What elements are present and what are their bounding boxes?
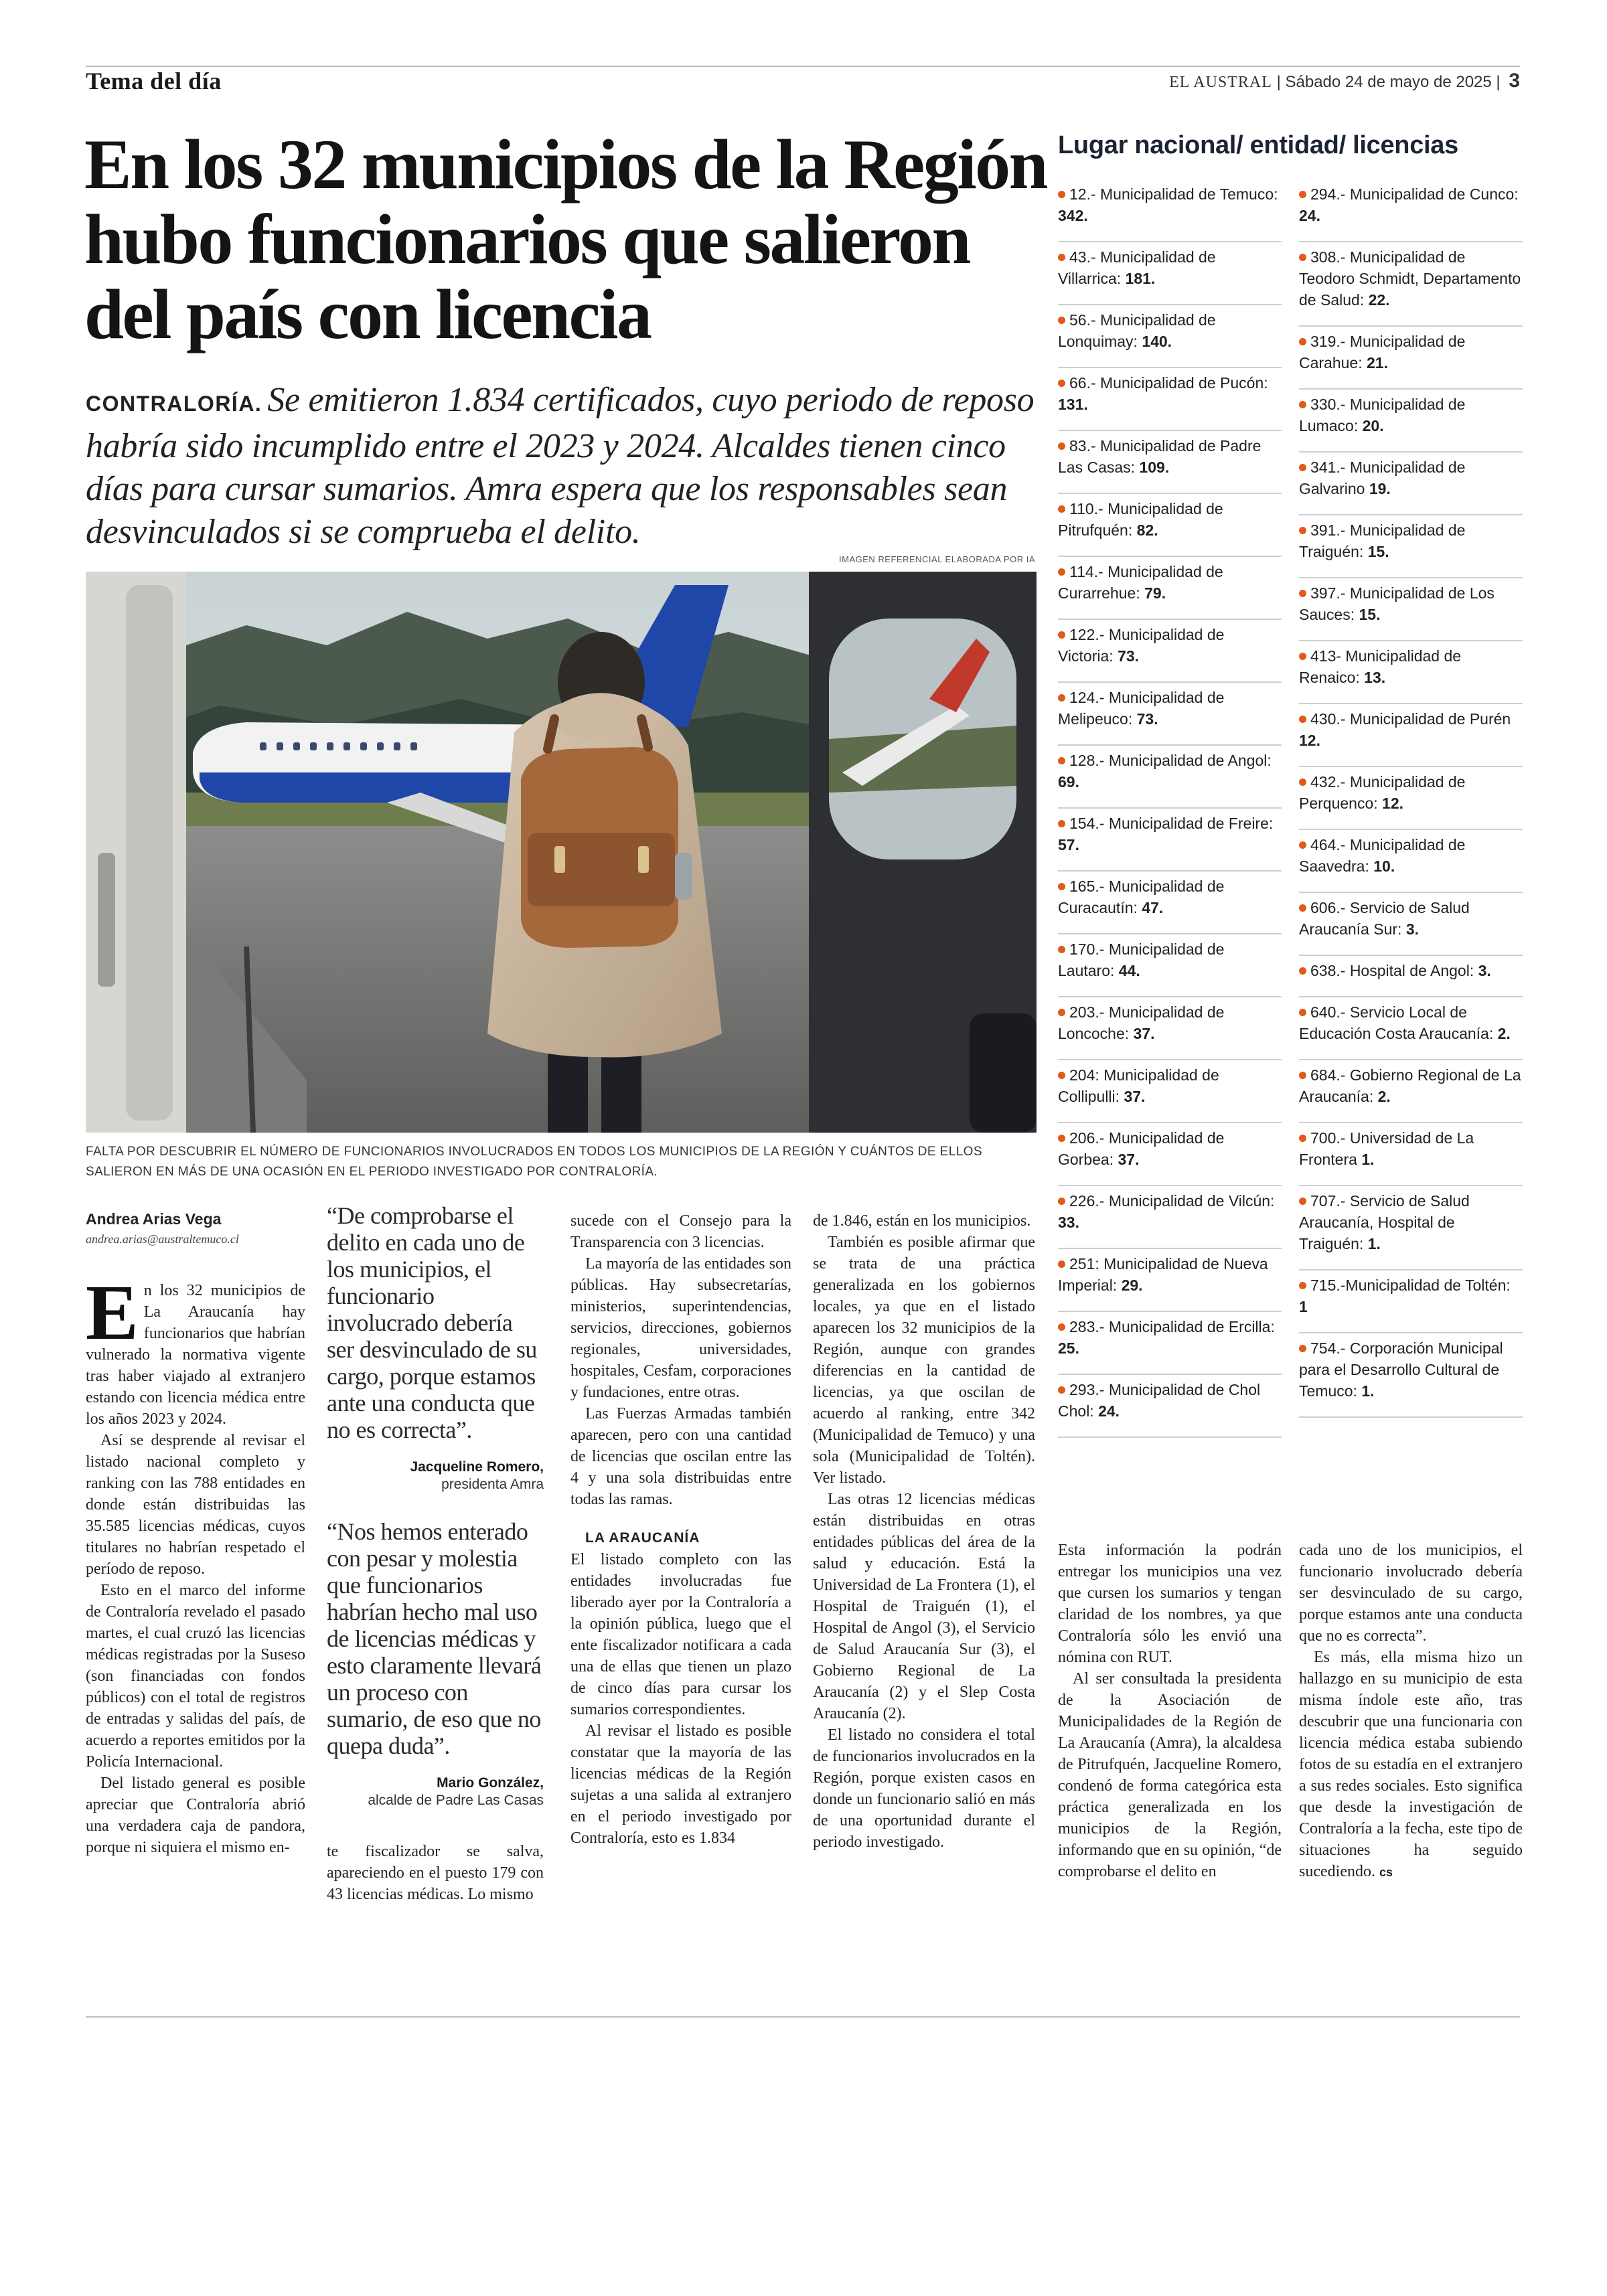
bullet-dot-icon (1058, 1386, 1065, 1394)
bullet-dot-icon (1299, 1072, 1306, 1079)
ranking-entity: 432.- Municipalidad de Perquenco: (1299, 773, 1466, 812)
bullet-dot-icon (1299, 590, 1306, 597)
body-paragraph: Es más, ella misma hizo un hallazgo en su municipio de esta misma índole este año, tras descubrir que una funcionaria con licencia médica estaba subiendo fotos de su estadía en el extranjero a sus redes sociales. Esto significa que desde la investigación de Contraloría a la fecha, este tipo de situaciones ha seguido sucediendo. cs (1299, 1649, 1523, 1880)
ranking-entity: 640.- Servicio Local de Educación Costa Araucanía: (1299, 1003, 1494, 1042)
bullet-dot-icon (1058, 1009, 1065, 1016)
ranking-count: 24. (1098, 1402, 1120, 1420)
ranking-count: 22. (1368, 291, 1390, 309)
ranking-entry (1058, 620, 1282, 683)
bullet-dot-icon (1299, 1345, 1306, 1352)
body-paragraph: Así se desprende al revisar el listado nacional completo y ranking con las 788 entidades en donde están distribuidas las 35.585 licencias médicas, cuyos titulares no habrían respetado el período de reposo. (86, 1432, 305, 1578)
ranking-entry (1058, 683, 1282, 746)
ranking-count: 2. (1497, 1025, 1511, 1042)
ranking-entry (1299, 1270, 1523, 1333)
bullet-dot-icon (1058, 631, 1065, 639)
ranking-entity: 283.- Municipalidad de Ercilla: (1069, 1318, 1275, 1335)
body-column-1 (86, 1268, 305, 1858)
bullet-dot-icon (1058, 757, 1065, 764)
bullet-dot-icon (1299, 254, 1306, 261)
bullet-dot-icon (1058, 191, 1065, 198)
bullet-dot-icon (1299, 1198, 1306, 1205)
bullet-dot-icon (1299, 464, 1306, 471)
bullet-dot-icon (1058, 946, 1065, 953)
ranking-count: 1 (1299, 1298, 1308, 1315)
ranking-entry (1058, 1312, 1282, 1375)
ranking-entity: 684.- Gobierno Regional de La Araucanía: (1299, 1066, 1521, 1105)
bullet-dot-icon (1299, 1009, 1306, 1016)
bullet-dot-icon (1058, 505, 1065, 513)
ranking-count: 47. (1142, 899, 1164, 916)
body-column-5 (1058, 1540, 1282, 1882)
quote-text: “Nos hemos enterado con pesar y molestia que funcionarios habrían hecho mal uso de licencias médicas y esto claramente llevará un proceso con sumario, de eso que no quepa duda”. (327, 1518, 542, 1759)
bullet-dot-icon (1299, 527, 1306, 534)
ranking-count: 10. (1373, 857, 1395, 875)
ranking-count: 131. (1058, 396, 1088, 413)
bullet-dot-icon (1299, 191, 1306, 198)
ranking-count: 3. (1478, 962, 1491, 979)
pull-quote-1 (327, 1202, 544, 1493)
ranking-entity: 700.- Universidad de La Frontera (1299, 1129, 1474, 1168)
ranking-entity: 397.- Municipalidad de Los Sauces: (1299, 584, 1495, 623)
ranking-entry (1299, 893, 1523, 956)
ranking-entity: 206.- Municipalidad de Gorbea: (1058, 1129, 1225, 1168)
pull-quote-2 (327, 1518, 544, 1809)
bullet-dot-icon (1299, 716, 1306, 723)
ranking-count: 12. (1382, 795, 1404, 812)
body-paragraph: de 1.846, están en los municipios. (813, 1212, 1031, 1230)
ranking-entity: 430.- Municipalidad de Purén (1310, 710, 1511, 728)
bullet-dot-icon (1058, 1323, 1065, 1331)
body-paragraph: También es posible afirmar que se trata de una práctica generalizada en los gobiernos locales, ya que en el listado aparecen los 32 municipios de la Región, aunque con grandes diferencias en la cantidad de licencias, ya que oscilan de acuerdo al ranking, entre 342 (Municipalidad de Temuco) y una sola (Municipalidad de Toltén). Ver listado. (813, 1234, 1035, 1487)
ranking-count: 181. (1125, 270, 1156, 287)
ranking-entry (1058, 872, 1282, 934)
ranking-count: 3. (1405, 920, 1419, 938)
ranking-entry (1058, 242, 1282, 305)
ranking-entry (1058, 1249, 1282, 1312)
bullet-dot-icon (1299, 338, 1306, 345)
ranking-entry (1058, 746, 1282, 809)
ranking-count: 13. (1364, 669, 1386, 686)
ranking-column-1 (1058, 179, 1282, 1438)
ranking-entity: 308.- Municipalidad de Teodoro Schmidt, Departamento de Salud: (1299, 248, 1521, 309)
bullet-dot-icon (1058, 694, 1065, 702)
ranking-entity: 154.- Municipalidad de Freire: (1069, 815, 1274, 832)
bullet-dot-icon (1058, 442, 1065, 450)
quote-role: presidenta Amra (441, 1477, 544, 1492)
ranking-entity: 128.- Municipalidad de Angol: (1069, 752, 1272, 769)
ranking-entry (1299, 515, 1523, 578)
bullet-dot-icon (1299, 841, 1306, 849)
ranking-count: 33. (1058, 1214, 1079, 1231)
ranking-entry (1299, 578, 1523, 641)
ranking-count: 69. (1058, 773, 1079, 791)
ranking-entity: 226.- Municipalidad de Vilcún: (1069, 1192, 1275, 1210)
body-paragraph: Del listado general es posible apreciar que Contraloría abrió una verdadera caja de pandora, porque ni siquiera el mismo en- (86, 1775, 305, 1856)
ranking-count: 73. (1118, 647, 1140, 665)
ranking-entry (1299, 1123, 1523, 1186)
body-paragraph: cada uno de los municipios, el funcionario involucrado debería ser desvinculado de su cargo, porque estamos ante una conducta que no es correcta”. (1299, 1542, 1523, 1645)
body-paragraph: El listado no considera el total de funcionarios involucrados en la Región, porque existen casos en donde un funcionario salió en más de una oportunidad durante el periodo investigado. (813, 1726, 1035, 1851)
ranking-entity: 330.- Municipalidad de Lumaco: (1299, 396, 1466, 434)
ranking-count: 1. (1367, 1235, 1381, 1252)
footer-rule (86, 2016, 1520, 2018)
ranking-entry (1299, 453, 1523, 515)
header-rule (86, 66, 1520, 67)
ranking-entry (1058, 1060, 1282, 1123)
ranking-entry (1058, 179, 1282, 242)
ranking-count: 2. (1377, 1088, 1391, 1105)
ranking-count: 37. (1124, 1088, 1146, 1105)
ranking-entry (1058, 1186, 1282, 1249)
ranking-entity: 707.- Servicio de Salud Araucanía, Hospital de Traiguén: (1299, 1192, 1470, 1252)
deck-text: Se emitieron 1.834 certificados, cuyo periodo de reposo habría sido incumplido entre el 2023 y 2024. Alcaldes tienen cinco días para cursar sumarios. Amra espera que los responsables sean desvinculados si se comprueba el delito. (86, 381, 1035, 551)
headline: En los 32 municipios de la Región hubo funcionarios que salieron del país con licencia (84, 125, 1047, 353)
body-column-4 (813, 1210, 1035, 1853)
quote-text: “De comprobarse el delito en cada uno de los municipios, el funcionario involucrado debería ser desvinculado de su cargo, porque estamos ante una conducta que no es correcta”. (327, 1202, 537, 1443)
ranking-count: 37. (1133, 1025, 1155, 1042)
ranking-entry (1299, 179, 1523, 242)
body-paragraph: sucede con el Consejo para la Transparencia con 3 licencias. (570, 1212, 791, 1251)
ranking-entity: 124.- Municipalidad de Melipeuco: (1058, 689, 1225, 728)
ranking-entity: 122.- Municipalidad de Victoria: (1058, 626, 1225, 665)
ranking-entity: 56.- Municipalidad de Lonquimay: (1058, 311, 1216, 350)
ranking-entity: 319.- Municipalidad de Carahue: (1299, 333, 1466, 372)
bullet-dot-icon (1058, 380, 1065, 387)
ranking-entity: 66.- Municipalidad de Pucón: (1069, 374, 1268, 392)
bullet-dot-icon (1299, 778, 1306, 786)
body-paragraph: Las Fuerzas Armadas también aparecen, pero con una cantidad de licencias que oscilan entre las 4 y una sola distribuidas entre todas las ramas. (570, 1405, 791, 1508)
ranking-count: 82. (1136, 521, 1158, 539)
body-paragraph: La mayoría de las entidades son públicas. Hay subsecretarías, ministerios, superintendencias, servicios, direcciones, gobiernos regionales, universidades, hospitales, Cesfam, corporaciones y fundaciones, entre otras. (570, 1255, 791, 1401)
end-mark: cs (1379, 1866, 1393, 1879)
bullet-dot-icon (1058, 883, 1065, 890)
ranking-entry (1058, 1123, 1282, 1186)
publication-date: Sábado 24 de mayo de 2025 (1285, 73, 1492, 91)
ranking-entry (1058, 557, 1282, 620)
ranking-count: 79. (1144, 584, 1166, 602)
bullet-dot-icon (1058, 1198, 1065, 1205)
ranking-title: Lugar nacional/ entidad/ licencias (1058, 131, 1458, 159)
ranking-entity: 754.- Corporación Municipal para el Desarrollo Cultural de Temuco: (1299, 1339, 1503, 1400)
section-tag: Tema del día (86, 68, 222, 94)
ranking-entity: 170.- Municipalidad de Lautaro: (1058, 940, 1225, 979)
quote-author: Jacqueline Romero, (410, 1459, 544, 1475)
bullet-dot-icon (1058, 1072, 1065, 1079)
bullet-dot-icon (1299, 904, 1306, 912)
ranking-entity: 204: Municipalidad de Collipulli: (1058, 1066, 1219, 1105)
author-email: andrea.arias@australtemuco.cl (86, 1232, 239, 1246)
bullet-dot-icon (1058, 1135, 1065, 1142)
byline (86, 1210, 307, 1246)
ranking-column-2 (1299, 179, 1523, 1418)
ranking-entry (1299, 956, 1523, 997)
ranking-entity: 413- Municipalidad de Renaico: (1299, 647, 1462, 686)
ranking-entry (1058, 494, 1282, 557)
ranking-entry (1058, 934, 1282, 997)
bullet-dot-icon (1299, 967, 1306, 975)
ranking-count: 37. (1118, 1151, 1140, 1168)
deck-kicker: CONTRALORÍA. (86, 392, 262, 416)
ranking-entity: 110.- Municipalidad de Pitrufquén: (1058, 500, 1223, 539)
bullet-dot-icon (1299, 1282, 1306, 1289)
ranking-entity: 294.- Municipalidad de Cunco: (1310, 185, 1519, 203)
bullet-dot-icon (1299, 401, 1306, 408)
quote-role: alcalde de Padre Las Casas (368, 1793, 544, 1808)
ranking-entity: 114.- Municipalidad de Curarrehue: (1058, 563, 1223, 602)
bullet-dot-icon (1058, 1260, 1065, 1268)
ranking-count: 15. (1367, 543, 1389, 560)
ranking-entity: 606.- Servicio de Salud Araucanía Sur: (1299, 899, 1470, 938)
ranking-entry (1058, 997, 1282, 1060)
ranking-entry (1058, 809, 1282, 872)
subhead: LA ARAUCANÍA (585, 1530, 700, 1546)
ranking-count: 25. (1058, 1339, 1079, 1357)
ranking-count: 1. (1361, 1382, 1375, 1400)
ranking-entry (1299, 767, 1523, 830)
body-paragraph: Esto en el marco del informe de Contraloría revelado el pasado martes, el cual cruzó las licencias médicas registradas por la Suseso (son financiadas con fondos públicos) con el total de registros de entradas y salidas del país, de acuerdo a reportes emitidos por la Policía Internacional. (86, 1582, 305, 1771)
bullet-dot-icon (1058, 317, 1065, 324)
ranking-entry (1299, 1186, 1523, 1270)
ranking-entity: 12.- Municipalidad de Temuco: (1069, 185, 1278, 203)
ranking-entity: 293.- Municipalidad de Chol Chol: (1058, 1381, 1261, 1420)
ranking-count: 140. (1142, 333, 1172, 350)
ranking-entry (1299, 830, 1523, 893)
ranking-entry (1299, 1333, 1523, 1418)
bullet-dot-icon (1058, 820, 1065, 827)
author-name: Andrea Arias Vega (86, 1210, 222, 1228)
ranking-count: 29. (1121, 1277, 1143, 1294)
image-credit: IMAGEN REFERENCIAL ELABORADA POR IA (839, 554, 1035, 564)
ranking-count: 15. (1359, 606, 1381, 623)
ranking-entry (1299, 327, 1523, 390)
ranking-entity: 464.- Municipalidad de Saavedra: (1299, 836, 1466, 875)
ranking-entry (1299, 997, 1523, 1060)
ranking-count: 19. (1369, 480, 1391, 497)
drop-cap: E (86, 1268, 139, 1356)
photo-caption: FALTA POR DESCUBRIR EL NÚMERO DE FUNCIONARIOS INVOLUCRADOS EN TODOS LOS MUNICIPIOS DE LA REGIÓN Y CUÁNTOS DE ELLOS SALIERON EN MÁS DE UNA OCASIÓN EN EL PERIODO INVESTIGADO POR CONTRALORÍA. (86, 1145, 982, 1179)
body-column-6 (1299, 1540, 1523, 1883)
ranking-entry (1299, 390, 1523, 453)
ranking-entity: 638.- Hospital de Angol: (1310, 962, 1474, 979)
ranking-count: 12. (1299, 732, 1320, 749)
ranking-entry (1299, 704, 1523, 767)
ranking-entry (1058, 368, 1282, 431)
ranking-entry (1299, 242, 1523, 327)
ranking-entity: 43.- Municipalidad de Villarrica: (1058, 248, 1216, 287)
ranking-entity: 203.- Municipalidad de Loncoche: (1058, 1003, 1225, 1042)
deck (86, 379, 1037, 554)
body-paragraph: En los 32 municipios de La Araucanía hay funcionarios que habrían vulnerado la normativa vigente tras haber viajado al extranjero estando con licencia médica entre los años 2023 y 2024. (86, 1268, 305, 1428)
ranking-count: 109. (1139, 459, 1170, 476)
ranking-count: 44. (1118, 962, 1140, 979)
ranking-count: 57. (1058, 836, 1079, 853)
ranking-entity: 165.- Municipalidad de Curacautín: (1058, 878, 1225, 916)
page-number: 3 (1509, 70, 1520, 92)
body-paragraph: El listado completo con las entidades involucradas fue liberado ayer por la Contraloría a la opinión pública, luego que el ente fiscalizador notificara a cada una de ellas que tienen un plazo de cinco días para cursar los sumarios correspondientes. (570, 1551, 791, 1718)
body-paragraph: Al ser consultada la presidenta de la Asociación de Municipalidades de la Región de La Araucanía (Amra), la alcaldesa de Pitrufquén, Jacqueline Romero, condenó de forma categórica esta práctica generalizada en los municipios de la Región, informando que en su opinión, “de comprobarse el delito en (1058, 1670, 1282, 1880)
bullet-dot-icon (1058, 568, 1065, 576)
body-paragraph: Al revisar el listado es posible constatar que la mayoría de las licencias médicas de la Región sujetas a una salida al extranjero en el periodo investigado por Contraloría, esto es 1.834 (570, 1722, 791, 1847)
ranking-entity: 715.-Municipalidad de Toltén: (1310, 1277, 1511, 1294)
body-paragraph: te fiscalizador se salva, apareciendo en el puesto 179 con 43 licencias médicas. Lo mismo (327, 1843, 544, 1903)
body-paragraph: Esta información la podrán entregar los municipios una vez que cursen los sumarios y tengan claridad de los nombres, ya que Contraloría sólo les envió una nómina con RUT. (1058, 1542, 1282, 1666)
ranking-entity: 341.- Municipalidad de Galvarino (1299, 459, 1466, 497)
ranking-count: 342. (1058, 207, 1088, 224)
ranking-entry (1058, 431, 1282, 494)
lead-photo (86, 572, 1037, 1133)
ranking-count: 1. (1361, 1151, 1375, 1168)
ranking-entry (1058, 305, 1282, 368)
body-column-3 (570, 1210, 791, 1849)
ranking-entity: 391.- Municipalidad de Traiguén: (1299, 521, 1466, 560)
ranking-count: 20. (1362, 417, 1384, 434)
ranking-count: 24. (1299, 207, 1320, 224)
page-folio: EL AUSTRAL | Sábado 24 de mayo de 2025 | 3 (1169, 70, 1520, 92)
ranking-entry (1299, 1060, 1523, 1123)
bullet-dot-icon (1058, 254, 1065, 261)
ranking-count: 21. (1367, 354, 1388, 372)
bullet-dot-icon (1299, 653, 1306, 660)
ranking-entry (1299, 641, 1523, 704)
body-column-2-tail (327, 1841, 544, 1905)
ranking-entity: 251: Municipalidad de Nueva Imperial: (1058, 1255, 1268, 1294)
ranking-entry (1058, 1375, 1282, 1438)
quote-author: Mario González, (437, 1775, 544, 1791)
publication-name: EL AUSTRAL (1169, 74, 1272, 91)
ranking-count: 73. (1136, 710, 1158, 728)
bullet-dot-icon (1299, 1135, 1306, 1142)
body-paragraph: Las otras 12 licencias médicas están distribuidas en otras entidades públicas del área de la salud y educación. Está la Universidad de La Frontera (1), el Hospital de Traiguén (1), el Hospital de Angol (3), el Servicio de Salud Araucanía Sur (3), el Gobierno Regional de La Araucanía (2) y el Slep Costa Araucanía (2). (813, 1491, 1035, 1722)
ranking-entity: 83.- Municipalidad de Padre Las Casas: (1058, 437, 1261, 476)
